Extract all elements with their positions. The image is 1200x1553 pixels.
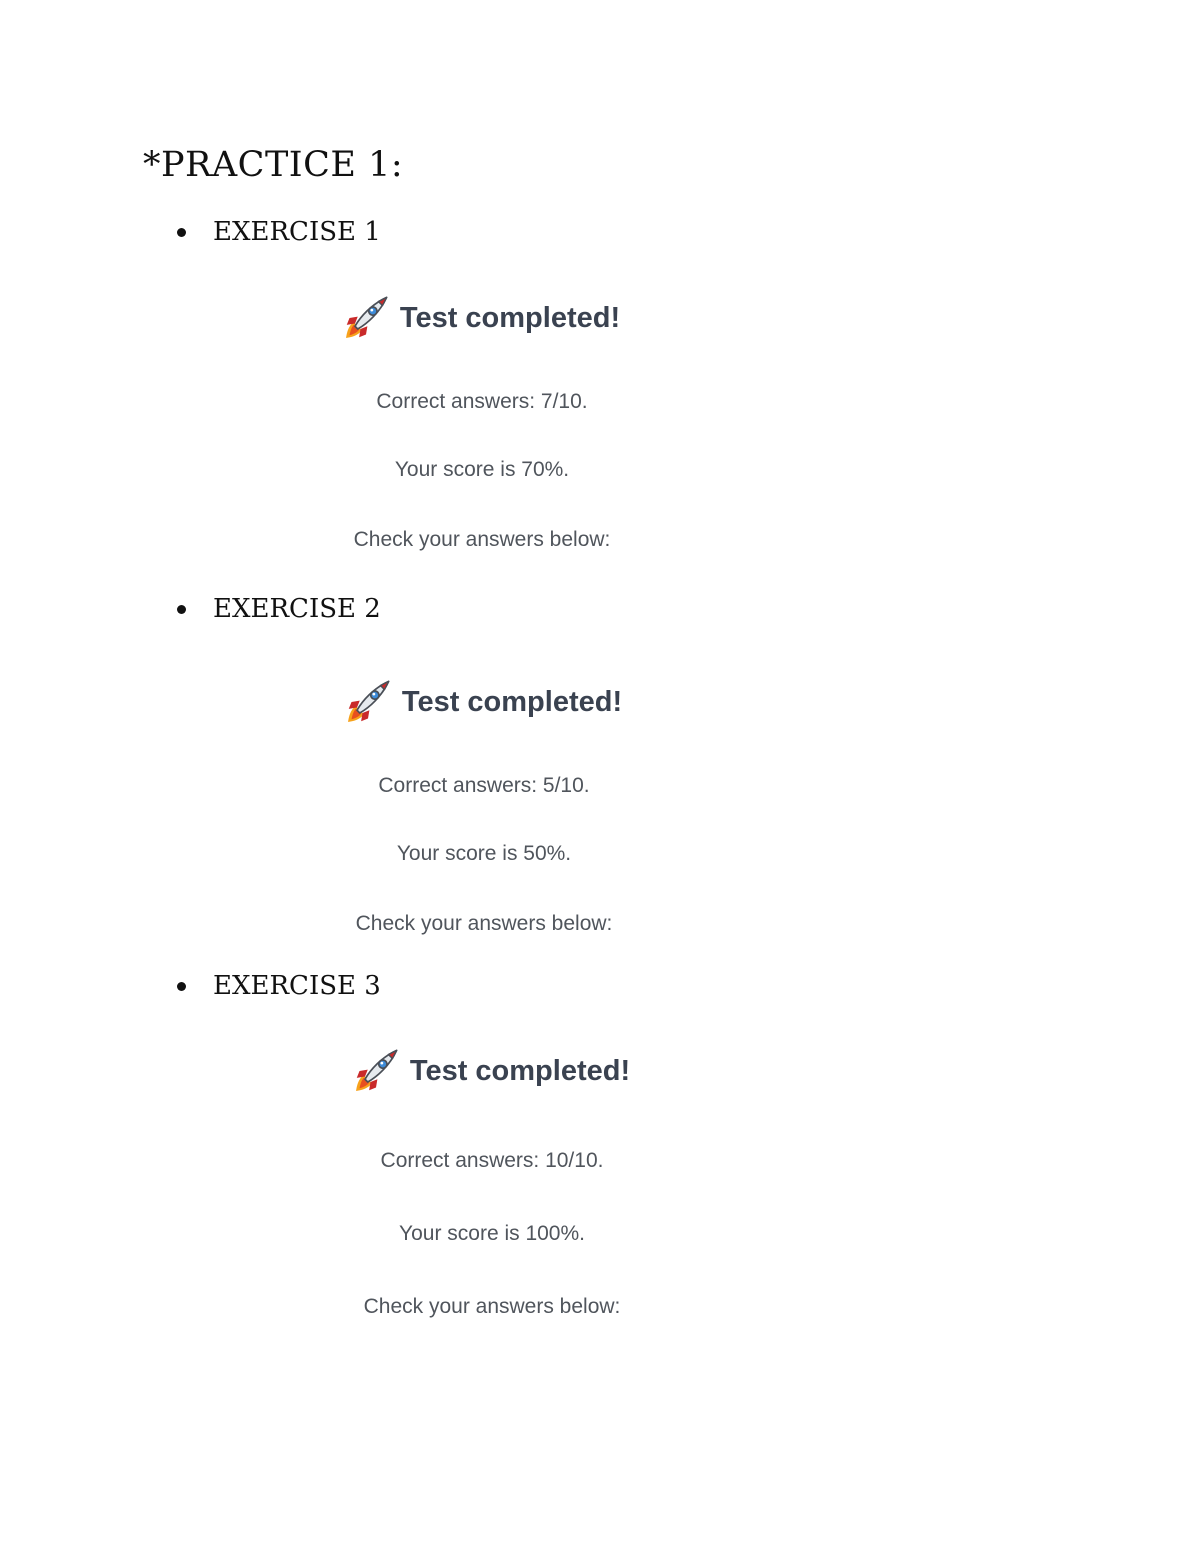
bullet-icon	[177, 228, 186, 237]
rocket-icon	[354, 1049, 398, 1093]
bullet-icon	[177, 982, 186, 991]
exercise-heading-1	[176, 215, 381, 249]
rocket-icon	[346, 680, 390, 724]
exercise-heading-label: EXERCISE 2	[213, 594, 381, 624]
check-answers-text: Check your answers below:	[355, 912, 613, 935]
result-title: Test completed!	[409, 1054, 631, 1087]
result-title: Test completed!	[401, 685, 623, 718]
result-header	[292, 1047, 692, 1095]
exercise-heading-label: EXERCISE 3	[213, 971, 381, 1001]
result-header	[284, 678, 684, 726]
correct-answers-text: Correct answers: 10/10.	[380, 1149, 604, 1172]
test-result-card-1	[282, 294, 682, 564]
score-text: Your score is 100%.	[399, 1222, 585, 1245]
correct-answers-text: Correct answers: 7/10.	[376, 390, 588, 413]
result-title: Test completed!	[399, 301, 621, 334]
rocket-icon	[344, 296, 388, 340]
exercise-heading-3	[176, 969, 381, 1003]
page-title: *PRACTICE 1:	[143, 145, 404, 185]
bullet-icon	[177, 605, 186, 614]
check-answers-text: Check your answers below:	[363, 1295, 621, 1318]
exercise-heading-label: EXERCISE 1	[213, 217, 381, 247]
check-answers-text: Check your answers below:	[353, 528, 611, 551]
score-text: Your score is 70%.	[394, 458, 570, 481]
score-text: Your score is 50%.	[396, 842, 572, 865]
test-result-card-3	[292, 1047, 692, 1327]
correct-answers-text: Correct answers: 5/10.	[378, 774, 590, 797]
exercise-heading-2	[176, 592, 381, 626]
result-header	[282, 294, 682, 342]
test-result-card-2	[284, 678, 684, 948]
